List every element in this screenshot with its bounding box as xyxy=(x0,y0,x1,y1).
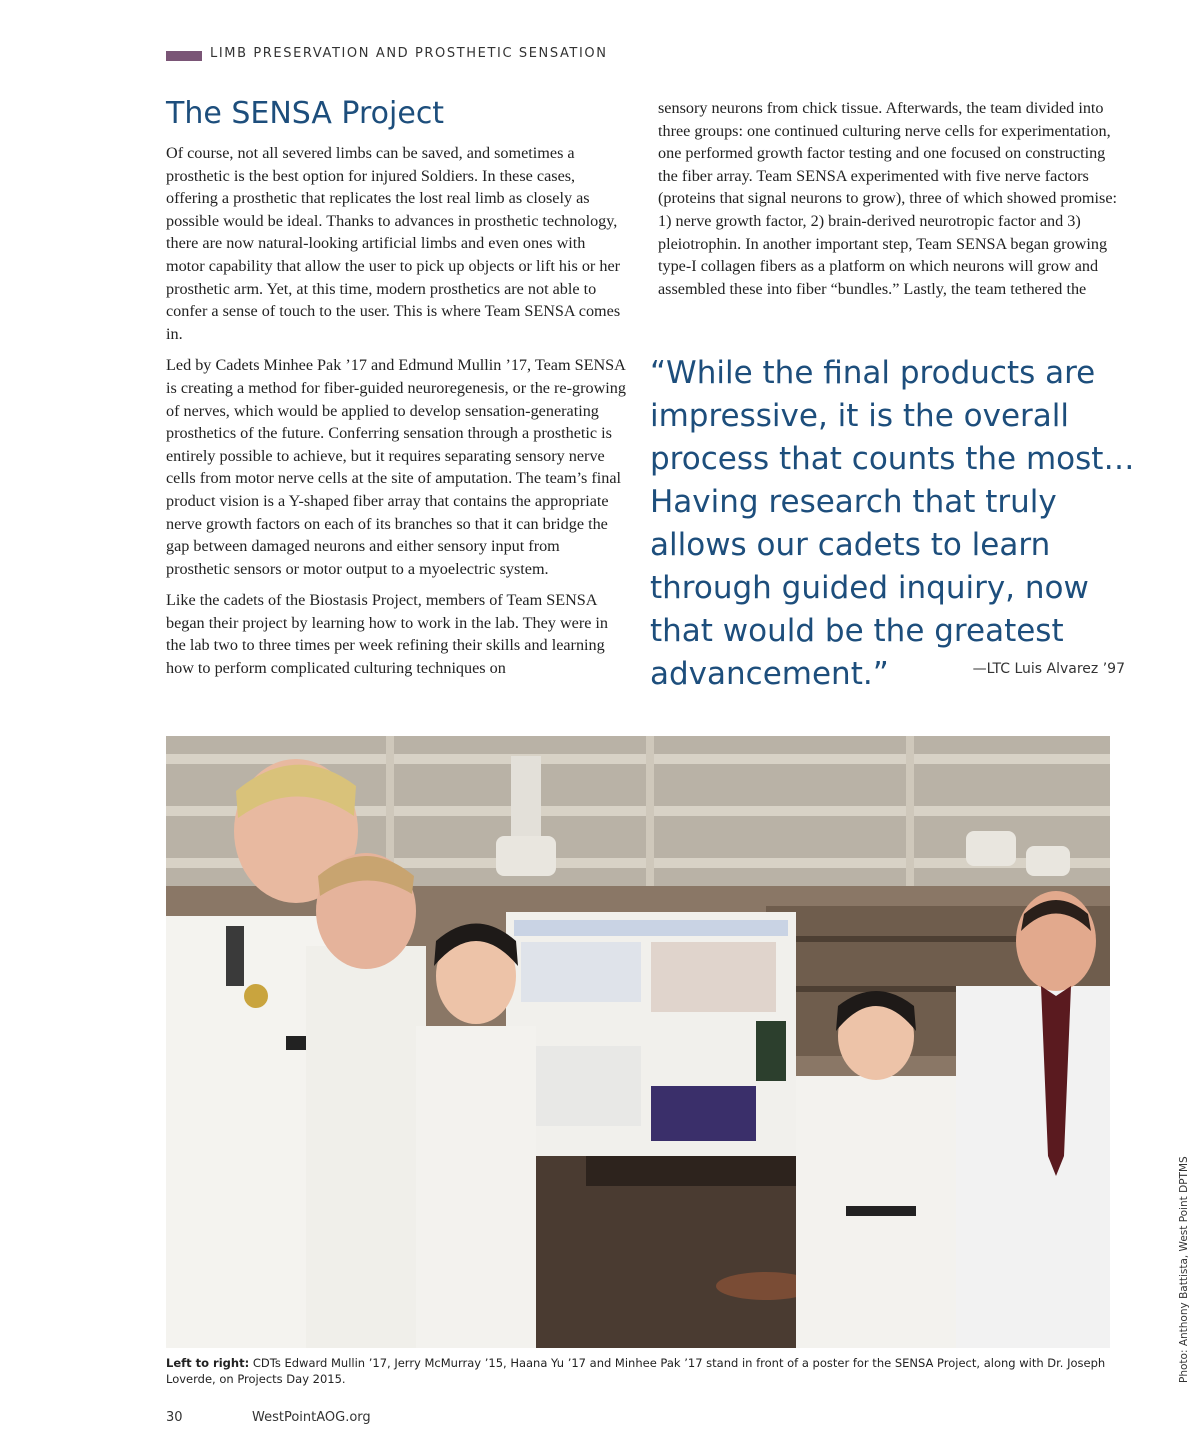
photo-credit: Photo: Anthony Battista, West Point DPTMS xyxy=(1178,1156,1190,1383)
paragraph: Led by Cadets Minhee Pak ’17 and Edmund Mullin ’17, Team SENSA is creating a method for fiber-guided neuroregenesis, or the re-growing of nerves, which would be applied to develop sensation-generating prosthetics of the future. Conferring sensation through a prosthetic is entirely possible to achieve, but it requires separating sensory nerve cells from motor nerve cells at the site of amputation. The team’s final product vision is a Y-shaped fiber array that contains the appropriate nerve growth factors on each of its branches so that it can bridge the gap between damaged neurons and either sensory input from prosthetic sensors or motor output to a myoelectric system. xyxy=(166,356,626,578)
caption-lead: Left to right: xyxy=(166,1356,250,1370)
photo-caption xyxy=(166,1355,1126,1387)
section-label: LIMB PRESERVATION AND PROSTHETIC SENSATION xyxy=(210,46,608,61)
section-color-bar xyxy=(166,51,202,61)
paragraph: sensory neurons from chick tissue. Afterwards, the team divided into three groups: one continued culturing nerve cells for experimentation, one performed growth factor testing and one focused on constructing the fiber array. Team SENSA experimented with five nerve factors (proteins that signal neurons to grow), three of which showed promise: 1) nerve growth factor, 2) brain-derived neurotropic factor and 3) pleiotrophin. In another important step, Team SENSA began growing type-I collagen fibers as a platform on which neurons will grow and assembled these into fiber “bundles.” Lastly, the team tethered the xyxy=(658,99,1117,298)
photo-illustration xyxy=(166,736,1110,1348)
lab-group-photo xyxy=(166,736,1110,1348)
paragraph: Of course, not all severed limbs can be saved, and sometimes a prosthetic is the best option for injured Soldiers. In these cases, offering a prosthetic that replicates the lost real limb as closely as possible would be ideal. Thanks to advances in prosthetic technology, there are now natural-looking artificial limbs and even ones with motor capability that allow the user to pick up objects or lift his or her prosthetic arm. Yet, at this time, modern prosthetics are not able to confer a sense of touch to the user. This is where Team SENSA comes in. xyxy=(166,144,621,343)
right-column xyxy=(658,97,1118,309)
caption-text: CDTs Edward Mullin ’17, Jerry McMurray ’15, Haana Yu ’17 and Minhee Pak ’17 stand in front of a poster for the SENSA Project, along with Dr. Joseph Loverde, on Projects Day 2015. xyxy=(166,1356,1106,1386)
article-title: The SENSA Project xyxy=(166,96,445,131)
left-column xyxy=(166,142,626,689)
paragraph: Like the cadets of the Biostasis Project, members of Team SENSA began their project by learning how to work in the lab. They were in the lab two to three times per week refining their skills and learning how to perform complicated culturing techniques on xyxy=(166,591,609,678)
quote-attribution: —LTC Luis Alvarez ’97 xyxy=(972,661,1125,677)
pull-quote: “While the final products are impressive, it is the overall process that counts the most… Having research that truly allows our cadets to learn through guided inquiry, now that would be the greatest advancement.” xyxy=(650,355,1135,692)
page-number: 30 xyxy=(166,1410,183,1425)
footer-site-link[interactable]: WestPointAOG.org xyxy=(252,1410,371,1425)
